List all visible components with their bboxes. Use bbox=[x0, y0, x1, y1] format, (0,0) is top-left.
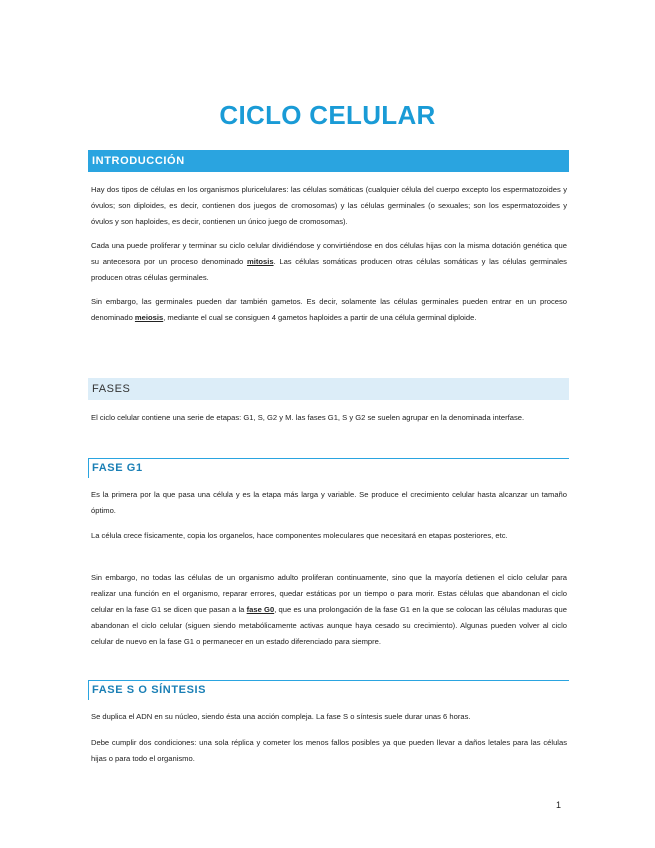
intro-paragraph-1: Hay dos tipos de células en los organismos pluricelulares: las células somáticas (cualquier célula del cuerpo excepto los espermatozoides y óvulos; son diploides, es decir, contienen dos juegos de cromosomas) y las células germinales (o sexuales; son los espermatozoides y óvulos y son haploides, es decir, contienen un único juego de cromosomas). bbox=[91, 185, 567, 226]
intro-paragraph-2 bbox=[91, 238, 567, 286]
g1-p3-text-a: Sin embargo, no todas las células de un organismo adulto proliferan continuamente, sino que la mayoría detienen el ciclo celular para realizar una función en el organismo, reparar errores, quedar estáticas por un tiempo o para morir. Estas células que abandonan el ciclo celular en la fase G1 se dicen que pasan a la bbox=[91, 573, 567, 614]
fases-paragraph-1: El ciclo celular contiene una serie de etapas: G1, S, G2 y M. las fases G1, S y G2 se suelen agrupar en la denominada interfase. bbox=[91, 413, 525, 422]
intro-paragraph-3 bbox=[91, 294, 567, 326]
meiosis-link[interactable]: meiosis bbox=[134, 313, 164, 322]
mitosis-link[interactable]: mitosis bbox=[246, 257, 274, 266]
heading-fases: FASES bbox=[88, 378, 569, 400]
s-paragraph-2: Debe cumplir dos condiciones: una sola réplica y cometer los menos fallos posibles ya que pueden llevar a daños letales para las células hijas o para todo el organismo. bbox=[91, 738, 567, 763]
g1-paragraph-2: La célula crece físicamente, copia los organelos, hace componentes moleculares que necesitará en etapas posteriores, etc. bbox=[91, 531, 508, 540]
g1-p3-text-b: , que es una prolongación de la fase G1 en la que se colocan las células maduras que abandonan el ciclo celular (siguen siendo metabólicamente activas aunque haya cesado su crecimiento). Algunas pueden volver al ciclo celular de nuevo en la fase G1 o permanecer en un estado diferenciado para siempre. bbox=[91, 605, 567, 646]
s-paragraph-1: Se duplica el ADN en su núcleo, siendo ésta una acción compleja. La fase S o síntesis suele durar unas 6 horas. bbox=[91, 712, 471, 721]
page-title: CICLO CELULAR bbox=[219, 100, 436, 130]
intro-p3-text-b: , mediante el cual se consiguen 4 gametos haploides a partir de una célula germinal diploide. bbox=[163, 313, 477, 322]
g1-paragraph-3 bbox=[91, 570, 567, 650]
heading-fase-s: FASE S O SÍNTESIS bbox=[88, 680, 569, 700]
intro-p2-text-a: Cada una puede proliferar y terminar su ciclo celular dividiéndose y convirtiéndose en dos células hijas con la misma dotación genética que su antecesora por un proceso denominado bbox=[91, 241, 567, 266]
heading-introduccion: INTRODUCCIÓN bbox=[88, 150, 569, 172]
page-number: 1 bbox=[556, 800, 562, 810]
fase-g0-link[interactable]: fase G0 bbox=[246, 605, 275, 614]
g1-paragraph-1: Es la primera por la que pasa una célula y es la etapa más larga y variable. Se produce el crecimiento celular hasta alcanzar un tamaño óptimo. bbox=[91, 490, 567, 515]
intro-p3-text-a: Sin embargo, las germinales pueden dar también gametos. Es decir, solamente las células germinales pueden entrar en un proceso denominado bbox=[91, 297, 567, 322]
heading-fase-g1: FASE G1 bbox=[88, 458, 569, 478]
intro-p2-text-b: . Las células somáticas producen otras células somáticas y las células germinales producen otras células germinales. bbox=[91, 257, 567, 282]
